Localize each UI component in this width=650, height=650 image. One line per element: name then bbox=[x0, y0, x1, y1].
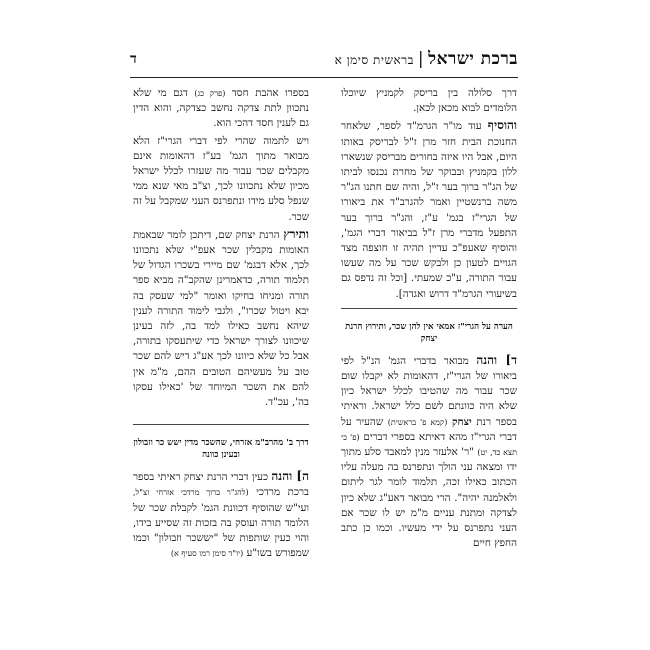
page-letter: ד bbox=[130, 51, 137, 67]
left-column bbox=[133, 86, 309, 563]
paragraph-text: שהעיר על דברי הגרי"ז מהא דאיתא בספרי דברים bbox=[341, 415, 518, 443]
paragraph-text: בספרו אהבת חסד bbox=[231, 87, 309, 99]
paragraph-text: הרנת יצחק שם, דיתכן לומר שבאמת האומות מקבלין שכר אעפ"י שלא נתכוונו לכך, אלא דבגמ' שם מיירי בשכרו הגדול של תלמוד תורה, כדאמרינן שהקב"ה מביא ספר תורה ומניחו בחיקו ואומר "למי שעסק בה יבא ויטול שכרו", ולגבי לימוד התורה לענין שיהא נחשב כאילו למד בה, לזה בעינן שיכוונו לצורך ישראל כדי שיתעסקו בתורה, אבל כל שלא כיוונו לכך אע"ג דיש להם שכר טוב על מעשיהם הטובים ההם, מ"מ אין להם את השכר המיוחד של 'כאילו עסקו בה', עכ"ד. bbox=[133, 228, 309, 409]
header-title bbox=[335, 49, 518, 69]
source-citation: (להג"ר ברוך מרדכי אזרחי זצ"ל, bbox=[133, 488, 249, 498]
lead-word: ותירץ bbox=[283, 226, 309, 241]
lead-word: והוסיף bbox=[487, 118, 517, 133]
paragraph-text: "ר' אלעזר מנין למאבד סלע מתוך ידו ומצאה עני הולך ונתפרנס בה מעלה עליו הכתוב כאילו זכה, תלמוד לומר לגר ליתום ולאלמנה יהיה". הרי מבואר דאע"ג שלא כיון לצדקה ומתנת עניים מ"מ יש לו שכר אם העני נתפרנס על ידי מעשיו. וכמו כן כתב החפץ חיים bbox=[341, 446, 517, 550]
paragraph-text: דגם מי שלא נתכוון לתת צדקה נחשב כצדקה, והוא הדין גם לענין חסד דהכי הוא. bbox=[133, 87, 309, 130]
paragraph-text: כעין דברי הרנת יצחק ראיתי בספר ברכת מרדכי bbox=[133, 471, 310, 499]
paragraph-dalet bbox=[341, 353, 517, 552]
paragraph-question: ויש לתמוה שהרי לפי דברי הגרי"ז הלא מבואר מתוך הגמ' בע"ז דהאומות אינם מקבלים שכר עבור מה שעזרו לכלל ישראל מכיון שלא נתכוונו לכך, וצ"ב מאי שנא ממי שנפל סלע מידו ונתפרנס העני שמקבל על זה שכר. bbox=[133, 134, 309, 223]
lead-word: ה] והנה bbox=[271, 469, 309, 484]
section-heading: הערה על הגרי"ז אמאי אין להן שכר, ותירוץ הרנת יצחק bbox=[345, 321, 513, 344]
source-citation: (פ' כי תצא כד, יט) bbox=[341, 432, 517, 458]
lead-word: ד] והנה bbox=[476, 352, 517, 367]
source-citation: (יו"ד סימן רמו סעיף א) bbox=[170, 549, 244, 559]
bracket-note: [וכל זה נדפס גם בשיעורי הגרמ"ד דרוש ואגדה]. bbox=[341, 272, 517, 300]
paragraph-text: ועי"ש שהוסיף דכוונת הגמ' לקבלת שכר של הלומד תורה ועוסק בה בזכות זה שסייע בידו, והוי כעין שותפות של "יששכר וזבולון" וכמו שמפורש בשו"ע bbox=[133, 501, 309, 560]
paragraph-vehosif bbox=[341, 118, 517, 301]
running-header bbox=[130, 47, 518, 78]
header-separator: | bbox=[417, 49, 425, 69]
paragraph-continuation bbox=[133, 86, 309, 132]
paragraph-answer bbox=[133, 227, 309, 410]
paragraph-text: עוד מו"ר הגרמ"ד לספר, שלאחר החנוכת הבית חזר מרן ז"ל לבריסק באותו היום, אבל היו איזה בחורים מבריסק שנשארו ללון בקמניץ ובבוקר של מחרת נכנסו לביתו של הג"ר ברוך בער ז"ל, והיה שם חתנו הג"ר משה ברנשטיין ואמר להגרב"ד את ביאורו של הגרי"ז בגמ' ע"ז, והג"ר ברוך בער התפעל מדברי מרן ז"ל בביאור דברי הגמ', והוסיף שאעפ"כ עדיין תהיה זו חוצפה מצד הגויים לטעון כן ולבקש שכר על מה שעשו עבור התורה, ע"כ שמעתי. bbox=[341, 120, 517, 285]
paragraph-he bbox=[133, 469, 309, 561]
section-divider bbox=[341, 308, 517, 309]
section-reference: בראשית סימן א bbox=[334, 53, 414, 67]
right-column bbox=[341, 86, 517, 553]
paragraph-opening: דרך סלולה בין בריסק לקמניץ שיוכלו הלומדים לבוא מכאן לכאן. bbox=[341, 87, 517, 115]
paragraph-text: מבואר בדברי הגמ' הנ"ל לפי ביאורו של הגרי"ז, דהאומות לא יקבלו שום שכר עבור מה שהטיבו לכלל ישראל כיון שלא היה כוונתם לשם כלל ישראל. וראיתי בספר רנת bbox=[341, 354, 517, 428]
section-divider bbox=[133, 424, 309, 425]
book-title: ברכת ישראל bbox=[428, 49, 518, 69]
source-citation: (קמא פ' בראשית) bbox=[387, 417, 448, 427]
source-citation: (פרק כג) bbox=[194, 89, 226, 98]
section-heading: דרך ב' מהרב"מ אזרחי, שהשכר מדין ישש כר וזבולון ובעינן כוונה bbox=[133, 438, 309, 461]
bold-source: יצחק bbox=[452, 415, 472, 428]
